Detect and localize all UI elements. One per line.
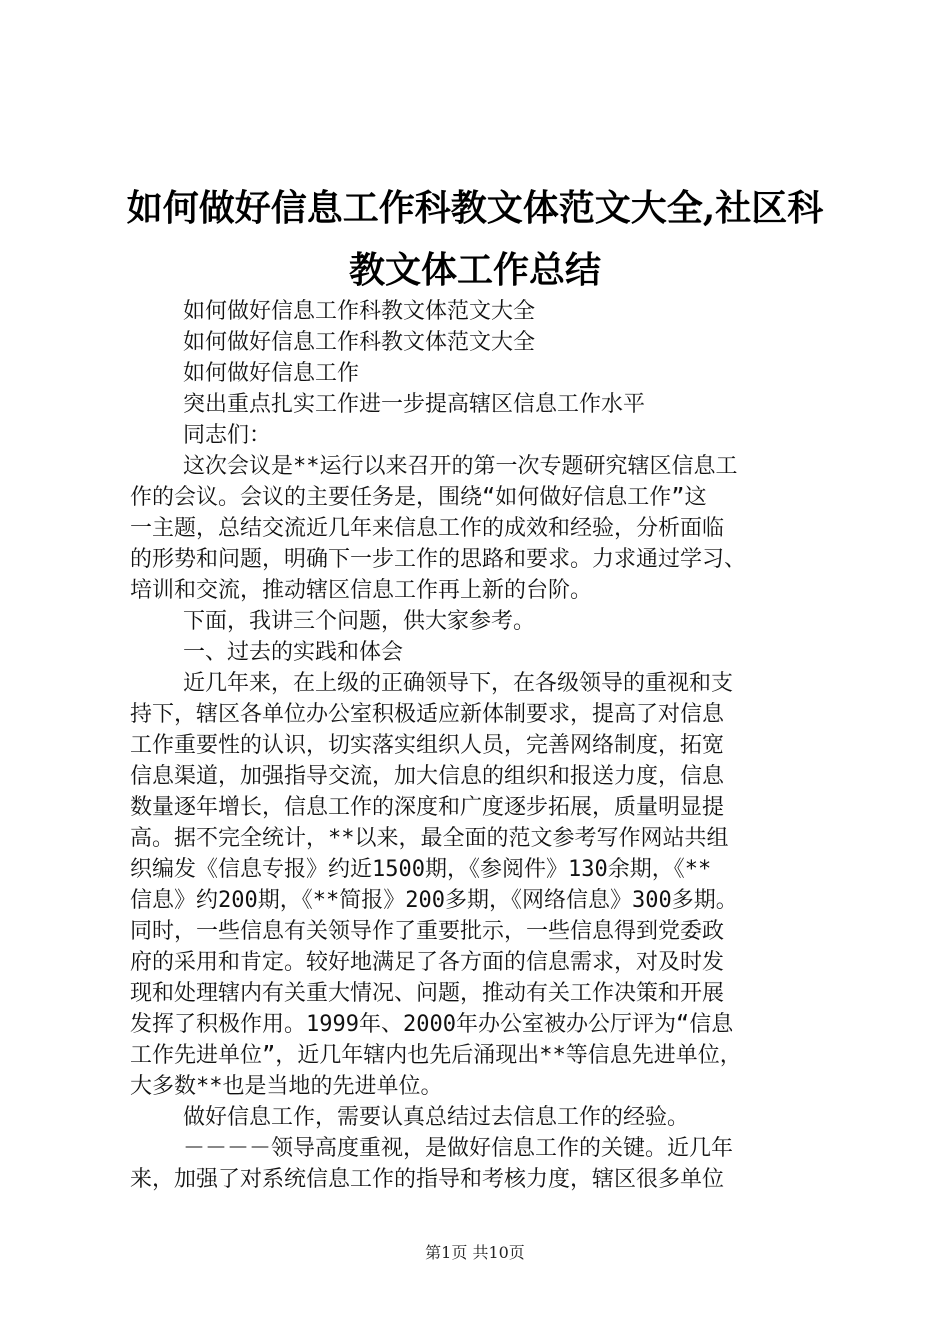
body-text-line: 一主题，总结交流近几年来信息工作的成效和经验，分析面临 xyxy=(130,516,725,541)
body-text-line: 织编发《信息专报》约近1500期，《参阅件》130余期，《** xyxy=(130,857,712,882)
body-text-line: 大多数**也是当地的先进单位。 xyxy=(130,1074,443,1099)
page-number-footer: 第1页 共10页 xyxy=(425,1243,525,1262)
body-text-line: －－－－领导高度重视，是做好信息工作的关键。近几年 xyxy=(130,1136,733,1161)
body-text-line: 近几年来，在上级的正确领导下，在各级领导的重视和支 xyxy=(130,671,733,696)
body-text-line: 持下，辖区各单位办公室积极适应新体制要求，提高了对信息 xyxy=(130,702,725,727)
document-title-line-2: 教文体工作总结 xyxy=(348,249,601,291)
body-text-line: 这次会议是**运行以来召开的第一次专题研究辖区信息工 xyxy=(130,454,738,479)
body-text-line: 下面，我讲三个问题，供大家参考。 xyxy=(130,609,535,634)
body-text-line: 突出重点扎实工作进一步提高辖区信息工作水平 xyxy=(130,392,645,417)
body-text-line: 如何做好信息工作 xyxy=(130,361,359,386)
body-text-line: 同时，一些信息有关领导作了重要批示，一些信息得到党委政 xyxy=(130,919,725,944)
body-text-line: 府的采用和肯定。较好地满足了各方面的信息需求，对及时发 xyxy=(130,950,725,975)
body-text-line: 信息渠道，加强指导交流，加大信息的组织和报送力度，信息 xyxy=(130,764,725,789)
body-text-line: 现和处理辖内有关重大情况、问题，推动有关工作决策和开展 xyxy=(130,981,725,1006)
body-text-line: 培训和交流，推动辖区信息工作再上新的台阶。 xyxy=(130,578,593,603)
body-text-line: 信息》约200期，《**简报》200多期，《网络信息》300多期。 xyxy=(130,888,738,913)
body-text-line: 工作重要性的认识，切实落实组织人员，完善网络制度，拓宽 xyxy=(130,733,725,758)
body-text-line: 如何做好信息工作科教文体范文大全 xyxy=(130,299,535,324)
body-text-line: 如何做好信息工作科教文体范文大全 xyxy=(130,330,535,355)
body-text-line: 发挥了积极作用。1999年、2000年办公室被办公厅评为“信息 xyxy=(130,1012,734,1037)
body-text-line: 一、过去的实践和体会 xyxy=(130,640,403,665)
body-text-line: 同志们： xyxy=(130,423,271,448)
document-body xyxy=(130,296,830,1195)
body-text-line: 作的会议。会议的主要任务是，围绕“如何做好信息工作”这 xyxy=(130,485,707,510)
body-text-line: 的形势和问题，明确下一步工作的思路和要求。力求通过学习、 xyxy=(130,547,747,572)
document-title-line-1: 如何做好信息工作科教文体范文大全,社区科 xyxy=(126,187,824,229)
body-text-line: 做好信息工作，需要认真总结过去信息工作的经验。 xyxy=(130,1105,689,1130)
body-text-line: 高。据不完全统计，**以来，最全面的范文参考写作网站共组 xyxy=(130,826,729,851)
body-text-line: 数量逐年增长，信息工作的深度和广度逐步拓展，质量明显提 xyxy=(130,795,725,820)
body-text-line: 工作先进单位”，近几年辖内也先后涌现出**等信息先进单位， xyxy=(130,1043,742,1068)
body-text-line: 来，加强了对系统信息工作的指导和考核力度，辖区很多单位 xyxy=(130,1167,725,1192)
